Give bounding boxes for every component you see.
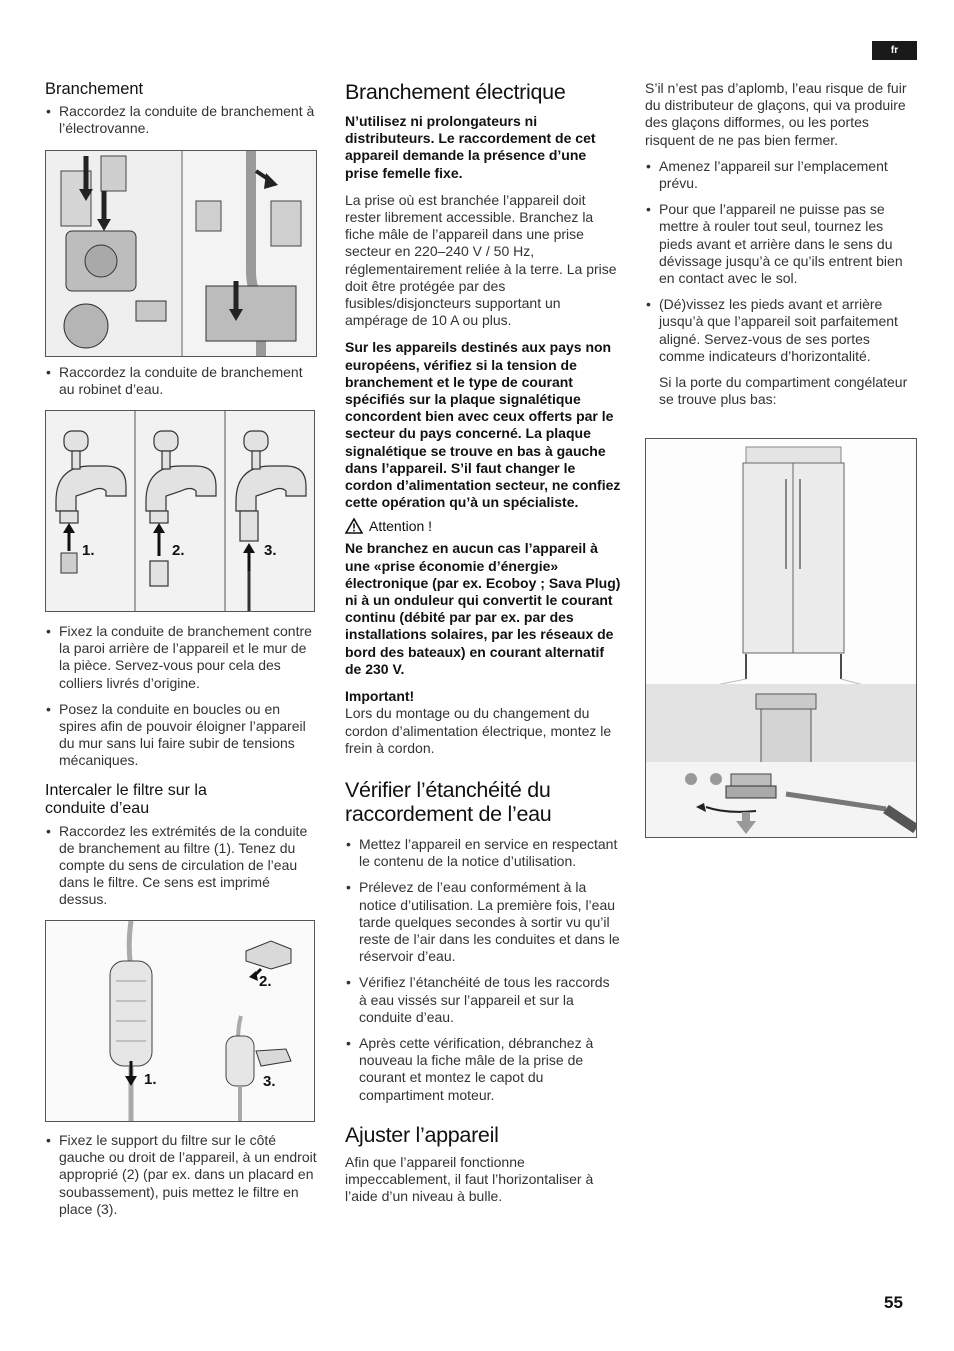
heading-branchement: Branchement	[45, 80, 144, 98]
filter-step-3-label: 3.	[263, 1073, 276, 1090]
col1-lower	[45, 623, 317, 909]
bullet-posez-conduite: • Posez la conduite en boucles ou en spires afin de pouvoir éloigner l’appareil du mur sans lui faire subir de tensions mécaniques.	[45, 701, 317, 770]
col1-last	[45, 1132, 317, 1218]
para-prise-economie: Ne branchez en aucun cas l’appareil à une «prise économie d’énergie» électronique (par ex. Ecoboy ; Sava Plug) ni à un onduleur qui convertit le courant continu (débité par par ex. par des installations solaires, par les réseaux de bord des bateaux) en courant alternatif de 230 V.	[345, 540, 621, 677]
figure-solenoid-valve	[45, 150, 317, 357]
page-number: 55	[884, 1293, 903, 1312]
col1-bullet-faucet	[45, 364, 317, 398]
heading-filtre: Intercaler le filtre sur la conduite d’eau	[45, 781, 207, 817]
bullet-electrovanne: • Raccordez la conduite de branchement à l’électrovanne.	[45, 103, 317, 137]
bullet-apres-verification: • Après cette vérification, débranchez à nouveau la fiche mâle de la prise de courant et montez le capot du compartiment moteur.	[345, 1035, 621, 1104]
important-label: Important!	[345, 688, 415, 705]
figure-fridge-leveling	[645, 438, 917, 838]
faucet-step-3-label: 3.	[264, 542, 277, 559]
column-left	[45, 80, 317, 137]
bullet-raccordez-filtre: • Raccordez les extrémités de la conduite de branchement au filtre (1). Tenez du compte du sens de circulation de l’eau dans le filtre. Ce sens est imprimé dessus.	[45, 823, 317, 909]
para-porte-congelateur: Si la porte du compartiment congélateur se trouve plus bas:	[659, 374, 908, 408]
bullet-prelevez-eau: • Prélevez de l’eau conformément à la notice d’utilisation. La première fois, l’eau tarde quelques secondes à sortir vu qu’il reste de l’air dans les conduites et dans le réservoir d’eau.	[345, 879, 621, 965]
figure-faucet-steps	[45, 410, 315, 612]
column-right	[645, 80, 917, 408]
para-pays-non-europeens: Sur les appareils destinés aux pays non européens, vérifiez si la tension de branchement et le type de courant spécifiés sur la plaque signalétique concordent bien avec ceux offerts par le secteur du pays concerné. La plaque signalétique se trouve en bas à gauche dans l’appareil. S’il faut changer le cordon d’alimentation secteur, ne confiez cette opération qu’à un spécialiste.	[345, 339, 621, 511]
para-prise: La prise où est branchée l’appareil doit rester librement accessible. Branchez la fiche mâle de l’appareil dans une prise secteur en 220–240 V / 50 Hz, réglementairement reliée à la terre. La prise doit être protégée par des fusibles/disjoncteurs supportant un ampérage de 10 A ou plus.	[345, 191, 617, 329]
attention-label: Attention !	[369, 518, 433, 535]
bullet-support-filtre: • Fixez le support du filtre sur le côté gauche ou droit de l’appareil, à un endroit approprié (2) (par ex. dans un placard en soubassement), puis mettez le filtre en place (3).	[45, 1132, 317, 1218]
heading-verifier-etancheite: Vérifier l’étanchéité du raccordement de l’eau	[345, 777, 552, 826]
heading-branchement-electrique: Branchement électrique	[345, 80, 566, 104]
para-prolongateurs: N’utilisez ni prolongateurs ni distributeurs. Le raccordement de cet appareil demande la présence d’une prise femelle fixe.	[345, 113, 596, 181]
language-badge: fr	[872, 41, 917, 60]
faucet-step-2-label: 2.	[172, 542, 185, 559]
bullet-devissez-pieds: • (Dé)vissez les pieds avant et arrière jusqu’à que l’appareil soit parfaitement aligné. Servez-vous de ses portes comme indicateurs d’horizontalité.	[645, 296, 917, 365]
bullet-verifiez-raccords: • Vérifiez l’étanchéité de tous les raccords à eau vissés sur l’appareil et sur la conduite d’eau.	[345, 974, 621, 1026]
bullet-robinet: • Raccordez la conduite de branchement au robinet d’eau.	[45, 364, 317, 398]
bullet-fixez-conduite: • Fixez la conduite de branchement contre la paroi arrière de l’appareil et le mur de la pièce. Servez-vous pour cela des colliers livrés d’origine.	[45, 623, 317, 692]
para-frein-cordon: Lors du montage ou du changement du cordon d’alimentation électrique, montez le frein à cordon.	[345, 705, 612, 756]
heading-ajuster-appareil: Ajuster l’appareil	[345, 1122, 499, 1147]
attention-notice	[345, 518, 621, 534]
column-middle	[345, 80, 621, 1205]
figure-water-filter	[45, 920, 315, 1122]
bullet-mettez-service: • Mettez l’appareil en service en respectant le contenu de la notice d’utilisation.	[345, 836, 621, 870]
filter-step-1-label: 1.	[144, 1071, 157, 1088]
para-aplomb: S’il n’est pas d’aplomb, l’eau risque de fuir du distributeur de glaçons, qui va produire des glaçons difformes, ou les portes risquent de ne pas bien fermer.	[645, 80, 907, 148]
bullet-tournez-pieds: • Pour que l’appareil ne puisse pas se mettre à rouler tout seul, tournez les pieds avant et arrière dans le sens du dévissage jusqu’à ce qu’ils entrent bien en contact avec le sol.	[645, 201, 917, 287]
filter-step-2-label: 2.	[259, 973, 272, 990]
bullet-amenez-appareil: • Amenez l’appareil sur l’emplacement prévu.	[645, 158, 917, 192]
para-niveau-bulle: Afin que l’appareil fonctionne impeccablement, il faut l’horizontaliser à l’aide d’un niveau à bulle.	[345, 1153, 594, 1205]
warning-triangle-icon	[345, 518, 363, 534]
faucet-step-1-label: 1.	[82, 542, 95, 559]
